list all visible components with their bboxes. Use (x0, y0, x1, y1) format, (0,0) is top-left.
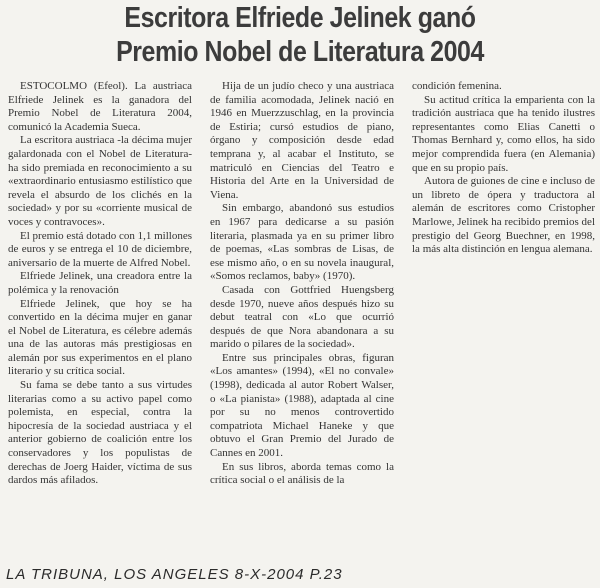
paragraph: Su actitud crítica la emparienta con la tradición austriaca que ha tenido ilustres representantes como Elias Canetti o Thomas Bernhard y, como ellos, ha sido mejor comprendida fuera (en Alemania) que en su propio país. (412, 93, 595, 174)
paragraph: Entre sus principales obras, figuran «Los amantes» (1994), «El no convale» (1998), dedicada al autor Robert Walser, o «La pianista» (1988), adaptada al cine por su no menos controvertido compatriota Michael Haneke y que obtuvo el Gran Premio del Jurado de Cannes en 2001. (210, 351, 394, 460)
headline-line-2: Premio Nobel de Literatura 2004 (116, 36, 484, 68)
paragraph: Casada con Gottfried Huengsberg desde 1970, nueve años después hizo su debut teatral con «Lo que ocurrió después de que Nora abandonara a su marido o pilares de la sociedad». (210, 283, 394, 351)
paragraph: El premio está dotado con 1,1 millones de euros y se entrega el 10 de diciembre, aniversario de la muerte de Alfred Nobel. (8, 229, 192, 269)
handwritten-source-note: LA TRIBUNA, LOS ANGELES 8-X-2004 P.23 (6, 566, 343, 583)
paragraph: condición femenina. (412, 80, 502, 92)
paragraph: Elfriede Jelinek, una creadora entre la polémica y la renovación (8, 270, 192, 296)
paragraph: Sin embargo, abandonó sus estudios en 1967 para dedicarse a su pasión literaria, plasmada ya en su primer libro de poemas, «Las sombras de Lisas, de ese mismo año, o en su novela inaugural, «Somos reclamos, baby» (1970). (210, 202, 394, 283)
paragraph: La escritora austriaca -la décima mujer galardonada con el Nobel de Literatura- ha sido premiada en reconocimiento a su «extraordinario entusiasmo estilístico que revela el absurdo de los clichés en la sociedad» y por su «corriente musical de voces y contravoces». (8, 134, 192, 228)
article-column-1 (8, 80, 192, 488)
article-column-2 (210, 80, 394, 488)
paragraph: Elfriede Jelinek, que hoy se ha convertido en la décima mujer en ganar el Nobel de Literatura, es célebre además una de las autoras más prestigiosas en alemán por sus experimentos en el plano literario y su crítica social. (8, 297, 192, 378)
paragraph: En sus libros, aborda temas como la crítica social o el análisis de la (210, 460, 394, 487)
paragraph: ESTOCOLMO (Efeol). La austriaca Elfriede Jelinek es la ganadora del Premio Nobel de Literatura 2004, comunicó la Academia Sueca. (8, 80, 192, 133)
paragraph: Hija de un judío checo y una austriaca de familia acomodada, Jelinek nació en 1946 en Muerzzuschlag, en la provincia de Estiria; cursó estudios de piano, órgano y composición desde edad temprana y, al acabar el Instituto, se matriculó en Ciencias del Teatro e Historia del Arte en la Universidad de Viena. (210, 80, 394, 201)
article-column-3 (412, 80, 595, 257)
paragraph: Su fama se debe tanto a sus virtudes literarias como a su activo papel como polemista, en especial, contra la hipocresía de la sociedad austriaca y el anterior gobierno de coalición entre los conservadores y los populistas de derechas de Joerg Haider, víctima de sus dardos más afilados. (8, 379, 192, 487)
headline-line-1: Escritora Elfriede Jelinek ganó (124, 2, 476, 34)
paragraph: Autora de guiones de cine e incluso de un libreto de ópera y traductora al alemán de escritores como Cristopher Marlowe, Jelinek ha recibido premios del prestigio del Georg Buechner, en 1998, la más alta distinción en lengua alemana. (412, 175, 595, 256)
